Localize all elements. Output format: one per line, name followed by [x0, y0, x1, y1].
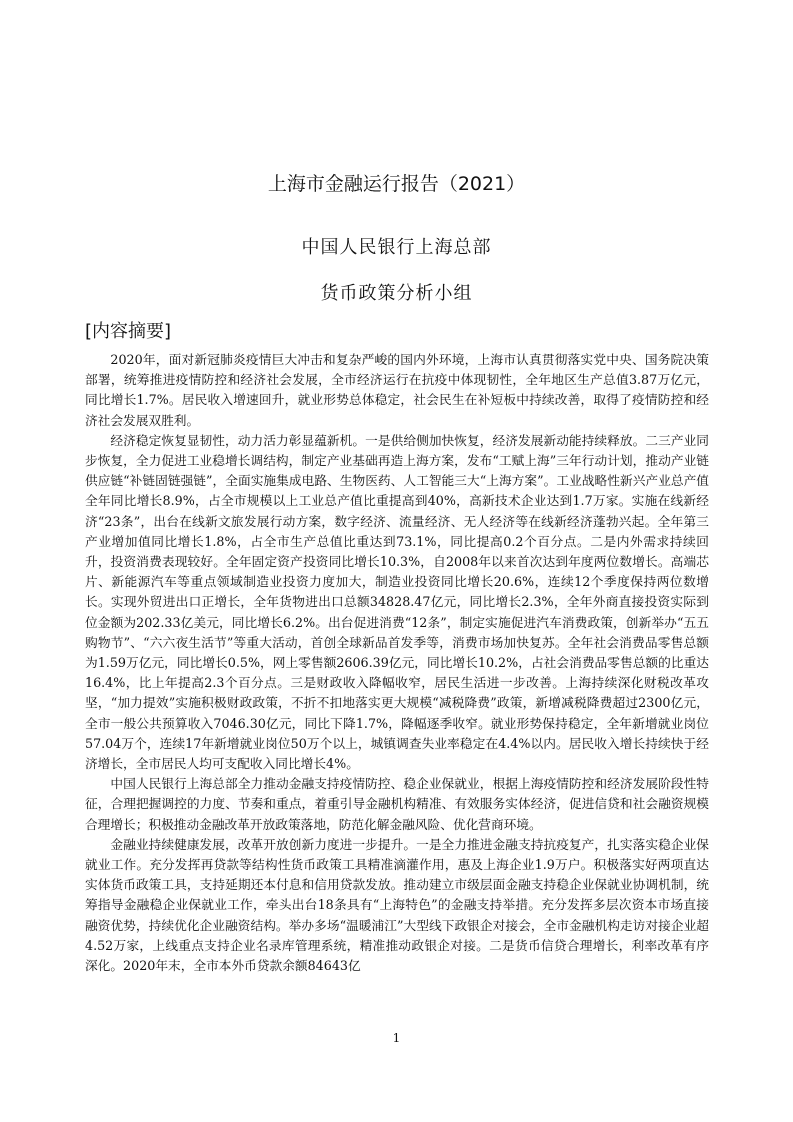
paragraph-3: 中国人民银行上海总部全力推动金融支持疫情防控、稳企业保就业，根据上海疫情防控和经济发展阶段性特征，合理把握调控的力度、节奏和重点，着重引导金融机构精准、有效服务实体经济，促进信贷和社会融资规模合理增长；积极推动金融改革开放政策落地，防范化解金融风险、优化营商环境。 [85, 776, 709, 832]
abstract-body [85, 350, 709, 976]
page-title: 上海市金融运行报告（2021） [267, 173, 526, 195]
paragraph-2: 经济稳定恢复显韧性，动力活力彰显蕴新机。一是供给侧加快恢复，经济发展新动能持续释放。二三产业同步恢复，全力促进工业稳增长调结构，制定产业基础再造上海方案，发布“工赋上海”三年行动计划，推动产业链供应链“补链固链强链”，全面实施集成电路、生物医药、人工智能三大“上海方案”。工业战略性新兴产业总产值全年同比增长8.9%，占全市规模以上工业总产值比重提高到40%，高新技术企业达到1.7万家。实施在线新经济“23条”，出台在线新文旅发展行动方案，数字经济、流量经济、无人经济等在线新经济蓬勃兴起。全年第三产业增加值同比增长1.8%，占全市生产总值比重达到73.1%，同比提高0.2个百分点。二是内外需求持续回升，投资消费表现较好。全年固定资产投资同比增长10.3%，自2008年以来首次达到年度两位数增长。高端芯片、新能源汽车等重点领域制造业投资力度加大，制造业投资同比增长20.6%，连续12个季度保持两位数增长。实现外贸进出口正增长，全年货物进出口总额34828.47亿元，同比增长2.3%，全年外商直接投资实际到位金额为202.33亿美元，同比增长6.2%。出台促进消费“12条”，制定实施促进汽车消费政策，创新举办“五五购物节”、“六六夜生活节”等重大活动，首创全球新品首发季等，消费市场加快复苏。全年社会消费品零售总额为1.59万亿元，同比增长0.5%，网上零售额2606.39亿元，同比增长10.2%，占社会消费品零售总额的比重达16.4%，比上年提高2.3个百分点。三是财政收入降幅收窄，居民生活进一步改善。上海持续深化财税改革攻坚，“加力提效”实施积极财政政策，不折不扣地落实更大规模“减税降费”政策，新增减税降费超过2300亿元，全市一般公共预算收入7046.30亿元，同比下降1.7%，降幅逐季收窄。就业形势保持稳定，全年新增就业岗位57.04万个，连续17年新增就业岗位50万个以上，城镇调查失业率稳定在4.4%以内。居民收入增长持续快于经济增长，全市居民人均可支配收入同比增长4%。 [85, 432, 709, 772]
section-heading-abstract: [内容摘要] [85, 321, 172, 342]
paragraph-1: 2020年，面对新冠肺炎疫情巨大冲击和复杂严峻的国内外环境，上海市认真贯彻落实党中央、国务院决策部署，统筹推进疫情防控和经济社会发展，全市经济运行在抗疫中体现韧性，全年地区生产总值3.87万亿元，同比增长1.7%。居民收入增速回升，就业形势总体稳定，社会民生在补短板中持续改善，取得了疫情防控和经济社会发展双胜利。 [85, 352, 709, 428]
author-organization: 中国人民银行上海总部 [301, 237, 492, 258]
author-group: 货币政策分析小组 [320, 283, 473, 304]
page-number: 1 [392, 1031, 401, 1045]
paragraph-4: 金融业持续健康发展，改革开放创新力度进一步提升。一是全力推进金融支持抗疫复产，扎实落实稳企业保就业工作。充分发挥再贷款等结构性货币政策工具精准滴灌作用，惠及上海企业1.9万户。积极落实好两项直达实体货币政策工具，支持延期还本付息和信用贷款发放。推动建立市级层面金融支持稳企业保就业协调机制，统筹指导金融稳企业保就业工作，牵头出台18条具有“上海特色”的金融支持举措。充分发挥多层次资本市场直接融资优势，持续优化企业融资结构。举办多场“温暖浦江”大型线下政银企对接会，全市金融机构走访对接企业超4.52万家，上线重点支持企业名录库管理系统，精准推动政银企对接。二是货币信贷合理增长，利率改革有序深化。2020年末，全市本外币贷款余额84643亿 [85, 836, 709, 974]
